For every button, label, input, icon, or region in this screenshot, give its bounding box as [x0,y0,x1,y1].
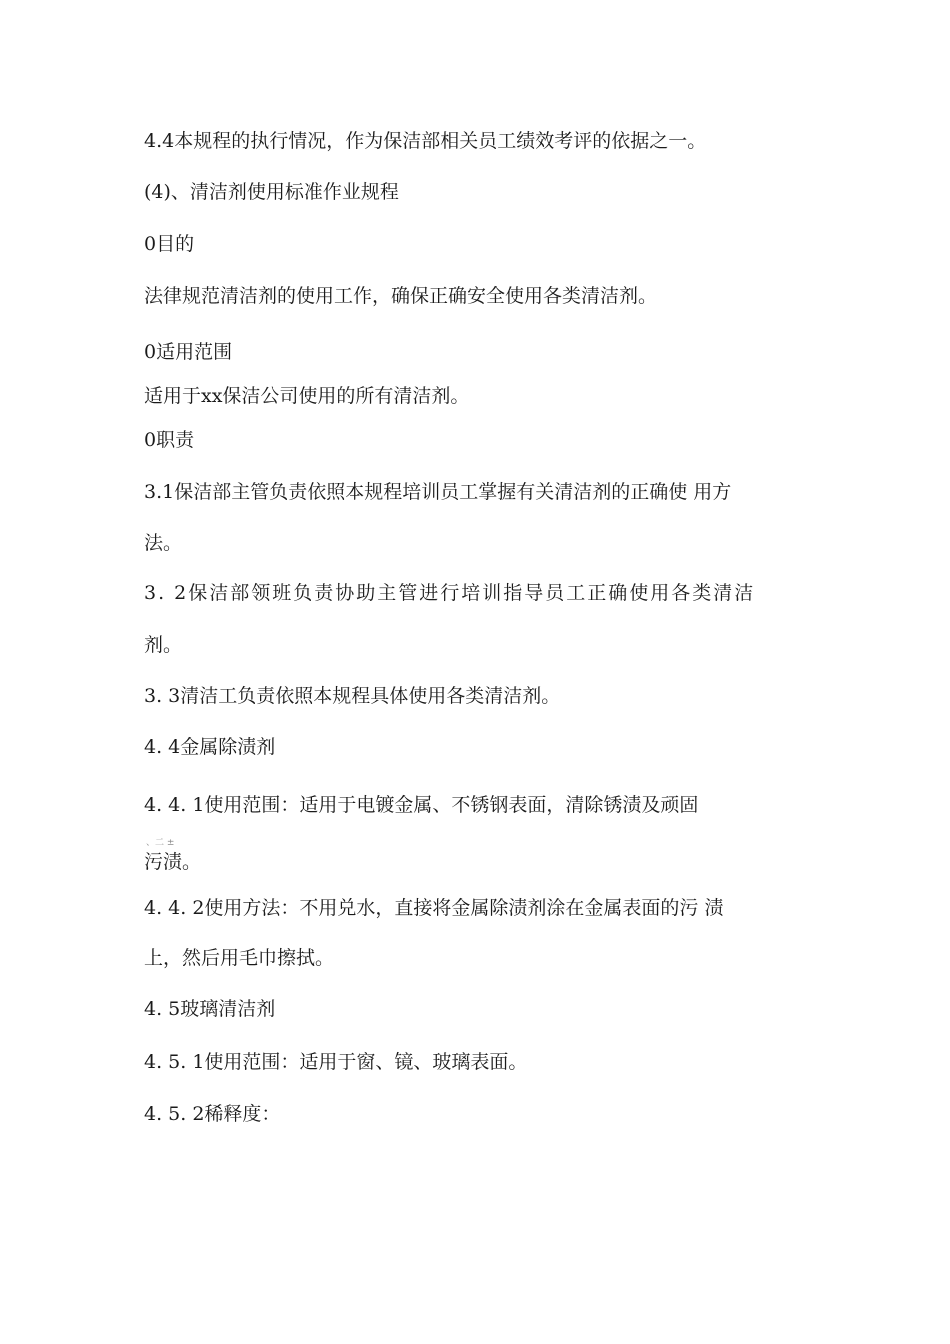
clause-3-3: 3. 3清洁工负责依照本规程具体使用各类清洁剂。 [144,685,561,707]
clause-4-4-evaluation: 4.4本规程的执行情况，作为保洁部相关员工绩效考评的依据之一。 [144,130,707,152]
clause-3-2-continued: 剂。 [144,634,183,656]
scope-text: 适用于xx保洁公司使用的所有清洁剂。 [144,385,470,407]
clause-3-2: 3. 2保洁部领班负责协助主管进行培训指导员工正确使用各类清洁 [144,582,756,604]
heading-scope: 0适用范围 [144,341,233,363]
clause-4-4-2-continued: 上，然后用毛巾擦拭。 [144,947,335,969]
clause-4-4-2: 4. 4. 2使用方法：不用兑水，直接将金属除渍剂涂在金属表面的污 渍 [144,897,724,919]
clause-3-1-continued: 法。 [144,532,183,554]
clause-3-1: 3.1保洁部主管负责依照本规程培训员工掌握有关清洁剂的正确使 用方 [144,481,732,503]
scan-artifact-text: 、二 ± [146,838,175,848]
purpose-text: 法律规范清洁剂的使用工作，确保正确安全使用各类清洁剂。 [144,285,658,307]
section-heading-cleaner-usage: (4)、清洁剂使用标准作业规程 [144,181,399,203]
heading-responsibilities: 0职责 [144,429,195,451]
clause-4-4-1-continued: 污渍。 [144,851,202,873]
clause-4-5-1: 4. 5. 1使用范围：适用于窗、镜、玻璃表面。 [144,1051,528,1073]
clause-4-5-2: 4. 5. 2稀释度： [144,1103,281,1125]
heading-4-5-glass-cleaner: 4. 5玻璃清洁剂 [144,998,276,1020]
clause-4-4-1: 4. 4. 1使用范围：适用于电镀金属、不锈钢表面，清除锈渍及顽固 [144,794,699,816]
heading-purpose: 0目的 [144,233,195,255]
heading-4-4-metal-stain-remover: 4. 4金属除渍剂 [144,736,276,758]
